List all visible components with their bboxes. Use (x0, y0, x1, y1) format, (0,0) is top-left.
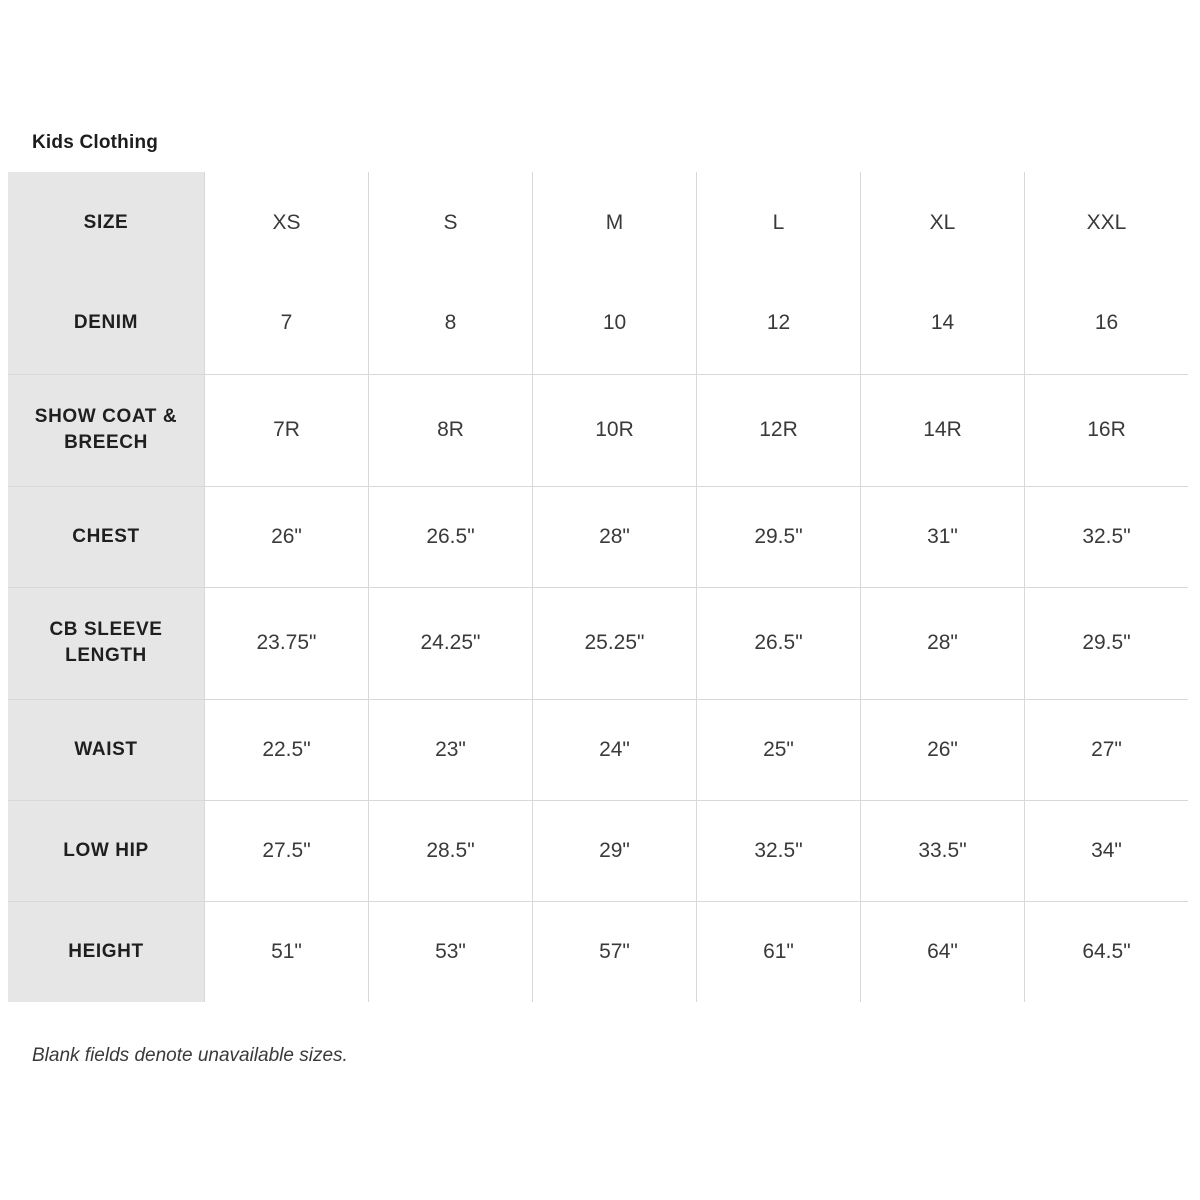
row-header-cb-sleeve-length: CB SLEEVE LENGTH (8, 587, 205, 699)
cell-denim-xxl: 16 (1025, 273, 1189, 374)
cell-height-s: 53" (369, 901, 533, 1002)
table-row (8, 374, 1188, 486)
cell-cb-sleeve-length-m: 25.25" (533, 587, 697, 699)
cell-waist-xl: 26" (861, 699, 1025, 800)
cell-height-xl: 64" (861, 901, 1025, 1002)
row-header-low-hip: LOW HIP (8, 800, 205, 901)
cell-show-coat-breech-xl: 14R (861, 374, 1025, 486)
cell-show-coat-breech-xs: 7R (205, 374, 369, 486)
row-header-waist: WAIST (8, 699, 205, 800)
cell-low-hip-l: 32.5" (697, 800, 861, 901)
cell-height-m: 57" (533, 901, 697, 1002)
table-header-row (8, 172, 1188, 273)
footnote-text: Blank fields denote unavailable sizes. (32, 1045, 348, 1066)
cell-show-coat-breech-xxl: 16R (1025, 374, 1189, 486)
row-header-chest: CHEST (8, 486, 205, 587)
page-title: Kids Clothing (32, 132, 159, 153)
row-header-show-coat-breech: SHOW COAT & BREECH (8, 374, 205, 486)
cell-cb-sleeve-length-s: 24.25" (369, 587, 533, 699)
table-row (8, 699, 1188, 800)
cell-chest-xl: 31" (861, 486, 1025, 587)
cell-chest-s: 26.5" (369, 486, 533, 587)
column-header-xs: XS (205, 172, 369, 273)
table-row (8, 587, 1188, 699)
row-header-height: HEIGHT (8, 901, 205, 1002)
cell-low-hip-xxl: 34" (1025, 800, 1189, 901)
cell-low-hip-xl: 33.5" (861, 800, 1025, 901)
cell-denim-s: 8 (369, 273, 533, 374)
column-header-size: SIZE (8, 172, 205, 273)
cell-show-coat-breech-s: 8R (369, 374, 533, 486)
cell-cb-sleeve-length-xxl: 29.5" (1025, 587, 1189, 699)
table-row (8, 273, 1188, 374)
cell-low-hip-s: 28.5" (369, 800, 533, 901)
cell-cb-sleeve-length-xs: 23.75" (205, 587, 369, 699)
cell-denim-m: 10 (533, 273, 697, 374)
size-chart-table-container (8, 172, 1184, 1002)
cell-waist-xxl: 27" (1025, 699, 1189, 800)
cell-denim-xs: 7 (205, 273, 369, 374)
cell-chest-xxl: 32.5" (1025, 486, 1189, 587)
cell-low-hip-xs: 27.5" (205, 800, 369, 901)
cell-waist-l: 25" (697, 699, 861, 800)
cell-chest-l: 29.5" (697, 486, 861, 587)
table-row (8, 901, 1188, 1002)
column-header-s: S (369, 172, 533, 273)
table-row (8, 800, 1188, 901)
cell-show-coat-breech-m: 10R (533, 374, 697, 486)
cell-waist-xs: 22.5" (205, 699, 369, 800)
cell-cb-sleeve-length-l: 26.5" (697, 587, 861, 699)
cell-height-l: 61" (697, 901, 861, 1002)
cell-waist-s: 23" (369, 699, 533, 800)
row-header-denim: DENIM (8, 273, 205, 374)
cell-chest-m: 28" (533, 486, 697, 587)
cell-low-hip-m: 29" (533, 800, 697, 901)
column-header-l: L (697, 172, 861, 273)
cell-height-xs: 51" (205, 901, 369, 1002)
cell-cb-sleeve-length-xl: 28" (861, 587, 1025, 699)
table-head (8, 172, 1188, 273)
cell-denim-l: 12 (697, 273, 861, 374)
cell-waist-m: 24" (533, 699, 697, 800)
table-row (8, 486, 1188, 587)
cell-show-coat-breech-l: 12R (697, 374, 861, 486)
size-chart-table (8, 172, 1188, 1002)
column-header-xxl: XXL (1025, 172, 1189, 273)
cell-chest-xs: 26" (205, 486, 369, 587)
cell-denim-xl: 14 (861, 273, 1025, 374)
table-body (8, 273, 1188, 1002)
column-header-m: M (533, 172, 697, 273)
cell-height-xxl: 64.5" (1025, 901, 1189, 1002)
column-header-xl: XL (861, 172, 1025, 273)
